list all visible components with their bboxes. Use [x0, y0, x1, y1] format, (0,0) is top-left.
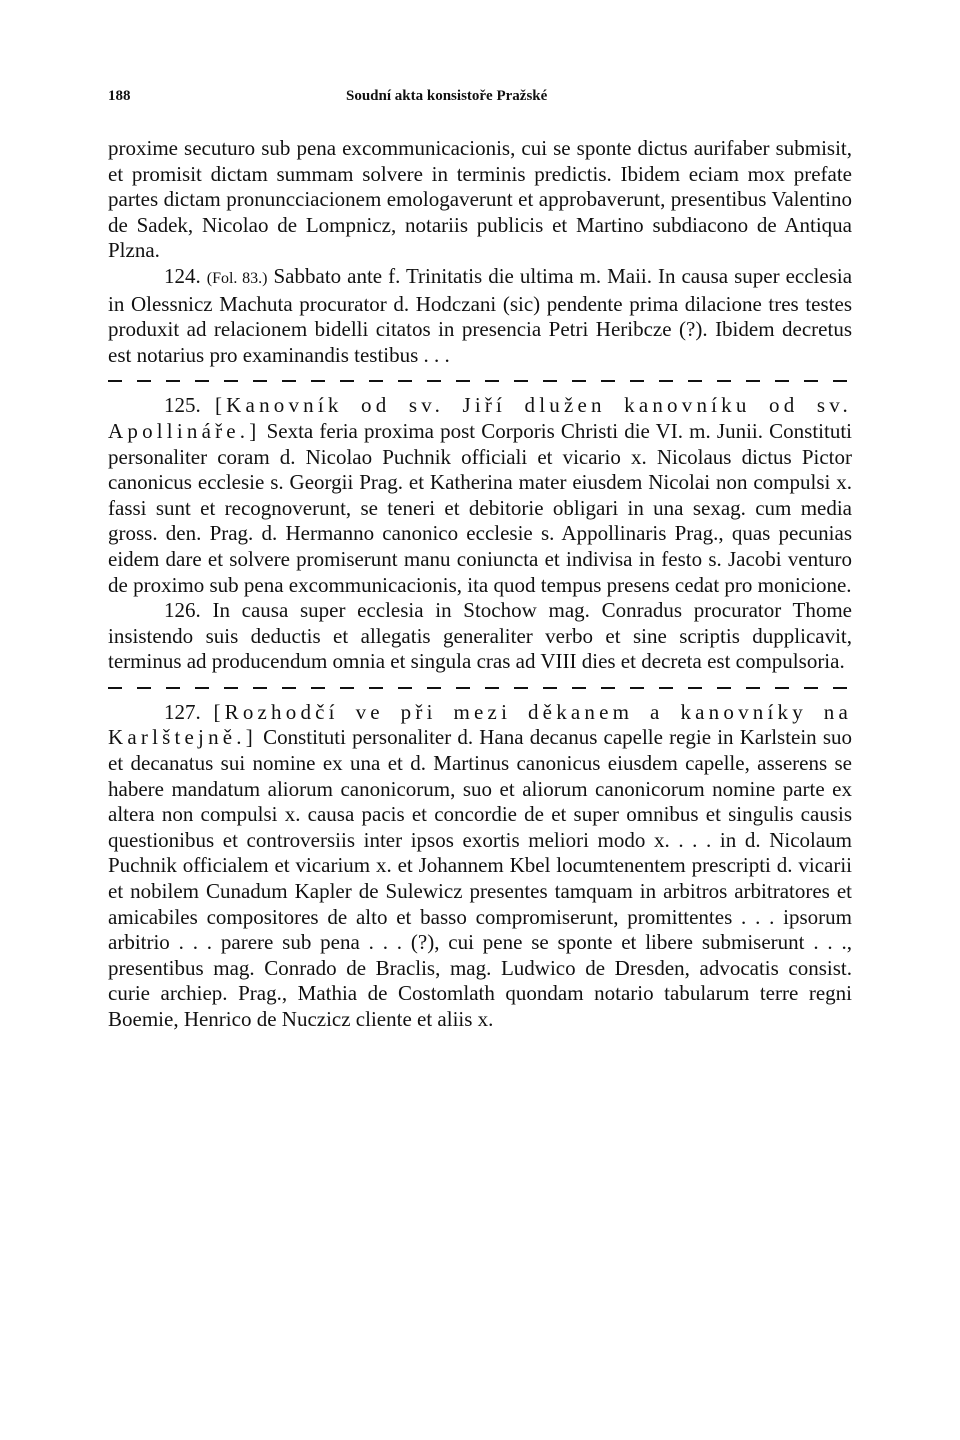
running-head — [108, 88, 852, 116]
entry-number: 127. — [164, 699, 201, 724]
section-separator — [108, 373, 852, 387]
running-title: Soudní akta konsistoře Pražské — [346, 88, 548, 104]
section-separator — [108, 680, 852, 694]
page-number: 188 — [108, 88, 131, 104]
paragraph-continuation: proxime secuturo sub pena excommunicacionis, cui se sponte dictus aurifaber submisit, et promisit dictam summam solvere in terminis predictis. Ibidem eciam mox prefate partes dictam pronuncciacionem emologaverunt et approbaverunt, presentibus Valentino de Sadek, Nicolao de Lompnicz, notariis publicis et Martino subdiacono de Antiqua Plzna. — [108, 136, 852, 263]
entry-number: 124. — [164, 263, 201, 288]
entry-124 — [108, 264, 852, 368]
folio-reference: (Fol. 83.) — [206, 269, 268, 287]
entry-text: Sexta feria proxima post Corporis Christi die VI. m. Junii. Constituti personaliter coram d. Nicolao Puchnik officiali et vicario x. Nicolaus dictus Pictor canonicus ecclesie s. Georgii Prag. et Katherina mater eiusdem Nicolai non compulsi x. fassi sunt et recognoverunt, se teneri et debitorie obligari in una sexag. cum media gross. den. Prag. d. Hermanno canonico ecclesie s. Appollinaris Prag., quas pecunias eidem dare et solvere promiserunt manu coniuncta et indivisa in festo s. Jacobi venturo de proximo sub pena excommunicacionis, ita quod tempus presens cedat pro monicione. — [108, 418, 852, 597]
entry-text: Constituti personaliter d. Hana decanus capelle regie in Karlstein suo et decanatus sui nomine ex una et d. Martinus canonicus eiusdem capelle, asserens se habere mandatum aliorum canonicorum, suo et aliorum canonicorum nomine parte ex altera non compulsi x. causa pacis et concordie de et super omnibus et singulis causis questionibus et controversiis inter ipsos exortis meliori modo x. . . . in d. Nicolaum Puchnik officialem et vicarium x. et Johannem Kbel locumtenentem prescripti d. vicarii et nobilem Cunadum Kapler de Sulewicz presentes tamquam in arbitros arbitratores et amicabiles compositores de alto et basso compromiserunt, promittentes . . . ipsorum arbitrio . . . parere sub pena . . . (?), cui pene se sponte et libere submiserunt . . ., presentibus mag. Conrado de Braclis, mag. Ludwico de Dresden, advocatis consist. curie archiep. Prag., Mathia de Costomlath quondam notario tabularum terre regni Boemie, Henrico de Nuczicz cliente et aliis x. — [108, 725, 853, 1031]
entry-number: 125. — [164, 393, 201, 418]
entry-text: In causa super ecclesia in Stochow mag. Conradus procurator Thome insistendo suis deductis et allegatis generaliter verbo et sine scriptis dupplicavit, terminus ad producendum omnia et singula cras ad VIII dies et decreta est compulsoria. — [108, 598, 853, 674]
entry-126 — [108, 598, 852, 675]
entry-125 — [108, 393, 852, 598]
body-text — [108, 136, 852, 1033]
book-page — [108, 88, 852, 1033]
entry-heading: [Rozhodčí ve při mezi děkanem a kanovníky na Karlštejně.] — [108, 699, 852, 750]
entry-number: 126. — [164, 598, 201, 623]
entry-heading: [Kanovník od sv. Jiří dlužen kanovníku od sv. Apollináře.] — [108, 393, 852, 443]
entry-127 — [108, 700, 852, 1033]
entry-text: Sabbato ante f. Trinitatis die ultima m. Maii. In causa super ecclesia in Olessnicz Machuta procurator d. Hodczani (sic) pendente prima dilacione tres testes produxit ad relacionem bidelli citatos in presencia Petri Heribcze (?). Ibidem decretus est notarius pro examinandis testibus . . . — [108, 263, 853, 367]
